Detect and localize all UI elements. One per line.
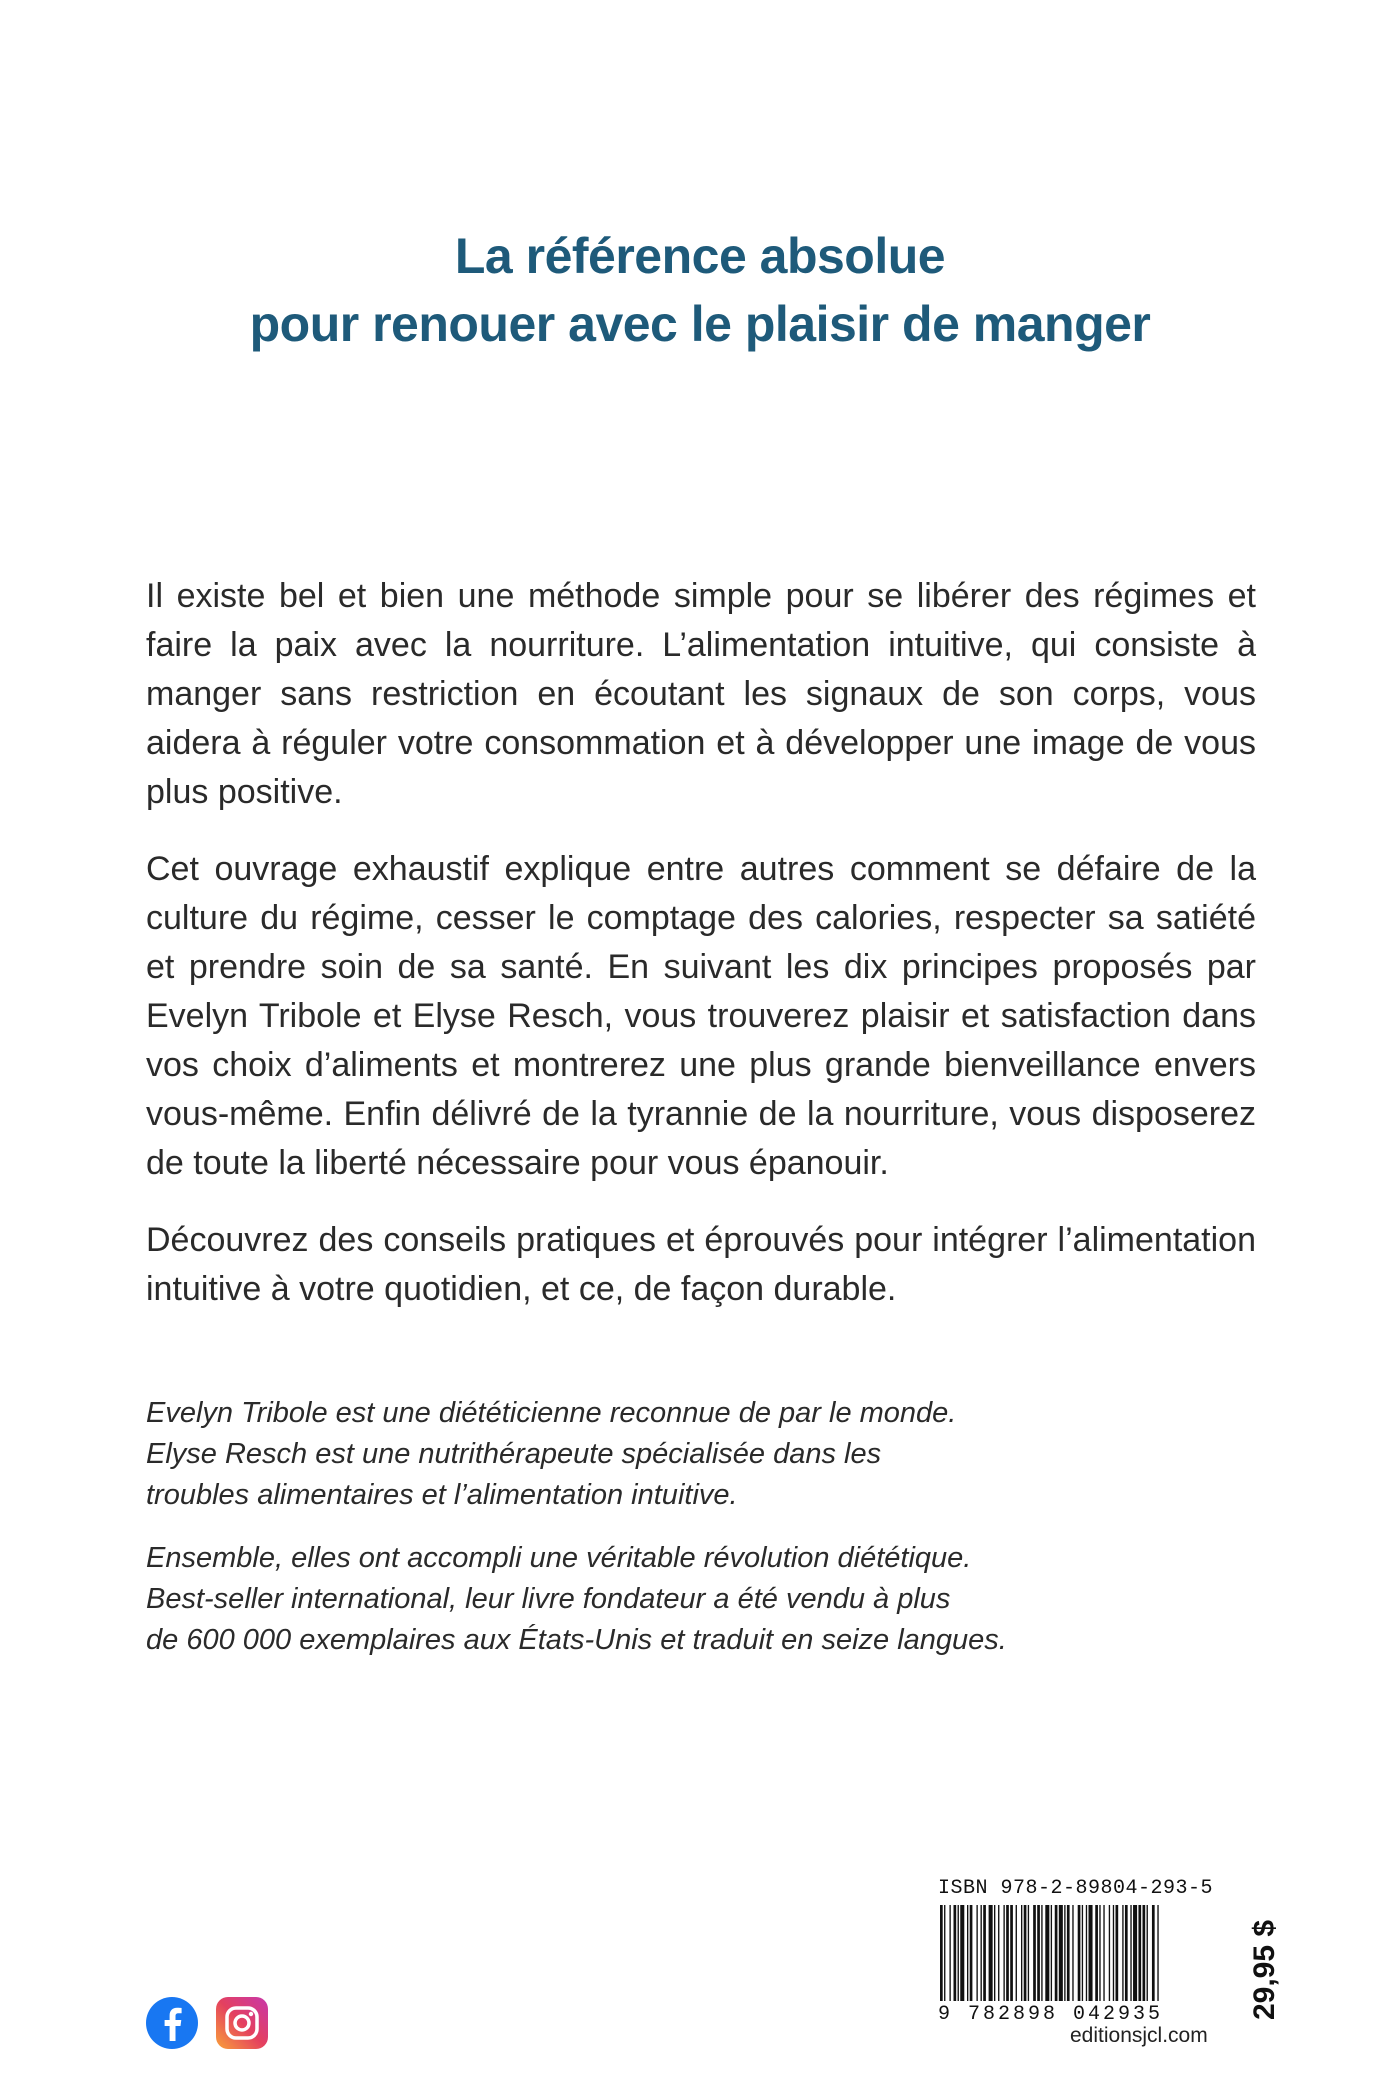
social-links [146,1997,268,2049]
bio-line: Elyse Resch est une nutrithérapeute spécialisée dans les [146,1438,882,1470]
bio-line: Evelyn Tribole est une diététicienne reconnue de par le monde. [146,1397,957,1429]
description-paragraph-3: Découvrez des conseils pratiques et éprouvés pour intégrer l’alimentation intuitive à votre quotidien, et ce, de façon durable. [146,1221,1256,1308]
bio-line: Best-seller international, leur livre fondateur a été vendu à plus [146,1583,951,1615]
barcode-digits: 9 782898 042935 [938,2003,1164,2026]
headline-line-2: pour renouer avec le plaisir de manger [249,296,1151,352]
publisher-website[interactable]: editionsjcl.com [1070,2024,1208,2047]
description-paragraph-1: Il existe bel et bien une méthode simple pour se libérer des régimes et faire la paix avec la nourriture. L’alimentation intuitive, qui consiste à manger sans restriction en écoutant les signaux de son corps, vous aidera à réguler votre consommation et à développer une image de vous plus positive. [146,577,1256,811]
author-bio [146,1393,1146,1683]
price-text: 29,95 $ [1248,1919,1281,2021]
headline-line-1: La référence absolue [454,228,946,284]
description-paragraph-2: Cet ouvrage exhaustif explique entre autres comment se défaire de la culture du régime, cesser le comptage des calories, respecter sa satiété et prendre soin de sa santé. En suivant les dix principes proposés par Evelyn Tribole et Elyse Resch, vous trouverez plaisir et satisfaction dans vos choix d’aliments et montrerez une plus grande bienveillance envers vous-même. Enfin délivré de la tyrannie de la nourriture, vous disposerez de toute la liberté nécessaire pour vous épanouir. [146,850,1256,1182]
headline [0,222,1400,358]
description [146,572,1256,1342]
isbn-label: ISBN 978-2-89804-293-5 [938,1877,1214,1900]
author-bio-paragraph-1 [146,1393,1146,1516]
facebook-icon[interactable] [146,1997,198,2049]
bio-line: Ensemble, elles ont accompli une véritable révolution diététique. [146,1542,972,1574]
barcode [938,1905,1228,2003]
author-bio-paragraph-2 [146,1538,1146,1661]
price-label [1240,1905,1290,2035]
instagram-icon[interactable] [216,1997,268,2049]
bio-line: de 600 000 exemplaires aux États-Unis et traduit en seize langues. [146,1624,1007,1656]
bio-line: troubles alimentaires et l’alimentation intuitive. [146,1479,738,1511]
